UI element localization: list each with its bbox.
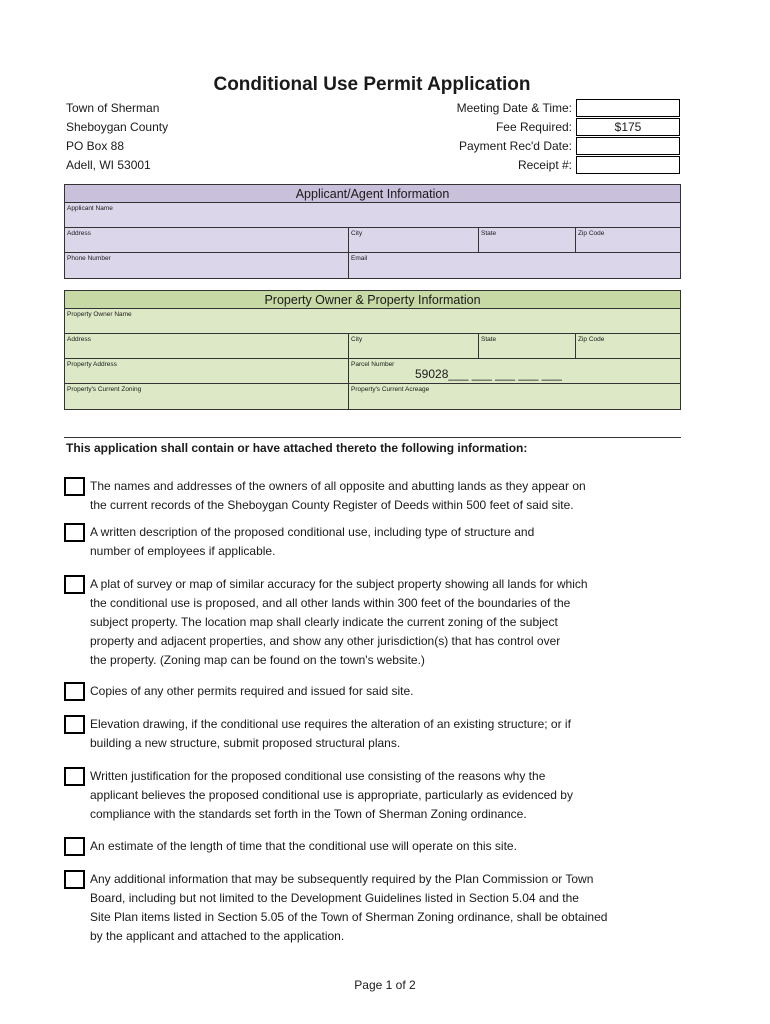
applicant-address-field[interactable]: Address	[67, 230, 91, 237]
requirement-checkbox[interactable]	[64, 575, 85, 594]
requirement-text: A plat of survey or map of similar accuracy for the subject property showing all lands for which the conditional use is proposed, and all other lands within 300 feet of the boundaries of the subject property. The location map shall clearly indicate the current zoning of the subject property and adjacent properties, and show any other jurisdiction(s) that has control over the property. (Zoning map can be found on the town's website.)	[90, 577, 588, 667]
divider	[64, 437, 681, 438]
owner-address-field[interactable]: Address	[67, 336, 91, 343]
parcel-number-label: Parcel Number	[351, 361, 395, 368]
applicant-email-field[interactable]: Email	[348, 253, 680, 278]
property-section	[64, 290, 681, 410]
payment-date-field[interactable]	[576, 137, 680, 155]
meeting-date-label: Meeting Date & Time:	[456, 101, 572, 115]
requirement-text: An estimate of the length of time that the conditional use will operate on this site.	[90, 839, 517, 853]
requirements-intro: This application shall contain or have attached thereto the following information:	[66, 441, 528, 455]
requirement-text: A written description of the proposed conditional use, including type of structure and number of employees if applicable.	[90, 525, 535, 558]
zoning-field[interactable]: Property's Current Zoning	[67, 386, 142, 393]
applicant-zip-field[interactable]: Zip Code	[575, 228, 680, 252]
address-line: PO Box 88	[66, 139, 125, 153]
owner-zip-field[interactable]: Zip Code	[575, 334, 680, 358]
applicant-state-field[interactable]: State	[478, 228, 575, 252]
page-title: Conditional Use Permit Application	[213, 74, 531, 95]
applicant-phone-field[interactable]: Phone Number	[67, 255, 111, 262]
owner-name-field[interactable]: Property Owner Name	[67, 311, 132, 318]
page-number: Page 1 of 2	[354, 978, 416, 992]
fee-required-field[interactable]: $175	[576, 118, 680, 136]
fee-required-label: Fee Required:	[495, 120, 572, 134]
parcel-number-value: 59028___ ___ ___ ___ ___	[415, 367, 562, 381]
town-address	[66, 99, 168, 175]
address-line: Town of Sherman	[66, 101, 160, 115]
applicant-section-heading: Applicant/Agent Information	[65, 185, 680, 203]
receipt-field[interactable]	[576, 156, 680, 174]
form-row	[65, 203, 680, 228]
requirement-checkbox[interactable]	[64, 477, 85, 496]
requirement-text: Copies of any other permits required and issued for said site.	[90, 684, 414, 698]
acreage-field[interactable]: Property's Current Acreage	[348, 384, 680, 409]
requirement-checkbox[interactable]	[64, 767, 85, 786]
requirement-checkbox[interactable]	[64, 523, 85, 542]
requirement-text: Elevation drawing, if the conditional use requires the alteration of an existing structure; or if building a new structure, submit proposed structural plans.	[90, 717, 571, 750]
payment-date-label: Payment Rec'd Date:	[458, 139, 572, 153]
parcel-number-field[interactable]	[348, 359, 680, 383]
form-row	[65, 334, 680, 359]
form-row	[65, 309, 680, 334]
form-row	[65, 359, 680, 384]
property-section-heading: Property Owner & Property Information	[65, 291, 680, 309]
property-address-field[interactable]: Property Address	[67, 361, 117, 368]
requirement-checkbox[interactable]	[64, 682, 85, 701]
applicant-name-field[interactable]: Applicant Name	[67, 205, 113, 212]
form-row	[65, 253, 680, 278]
applicant-city-field[interactable]: City	[348, 228, 478, 252]
owner-city-field[interactable]: City	[348, 334, 478, 358]
applicant-section	[64, 184, 681, 279]
requirement-checkbox[interactable]	[64, 715, 85, 734]
requirement-text: Any additional information that may be subsequently required by the Plan Commission or Town Board, including but not limited to the Development Guidelines listed in Section 5.04 and the Site Plan items listed in Section 5.05 of the Town of Sherman Zoning ordinance, shall be obtained by the applicant and attached to the application.	[90, 872, 608, 943]
requirement-checkbox[interactable]	[64, 837, 85, 856]
requirement-text: Written justification for the proposed conditional use consisting of the reasons why the applicant believes the proposed conditional use is appropriate, particularly as evidenced by compliance with the standards set forth in the Town of Sherman Zoning ordinance.	[90, 769, 573, 821]
owner-state-field[interactable]: State	[478, 334, 575, 358]
form-row	[65, 384, 680, 409]
address-line: Sheboygan County	[66, 120, 169, 134]
receipt-label: Receipt #:	[517, 158, 572, 172]
requirement-checkbox[interactable]	[64, 870, 85, 889]
address-line: Adell, WI 53001	[66, 158, 151, 172]
meeting-date-field[interactable]	[576, 99, 680, 117]
form-row	[65, 228, 680, 253]
requirement-text: The names and addresses of the owners of all opposite and abutting lands as they appear on the current records of the Sheboygan County Register of Deeds within 500 feet of said site.	[90, 479, 586, 512]
